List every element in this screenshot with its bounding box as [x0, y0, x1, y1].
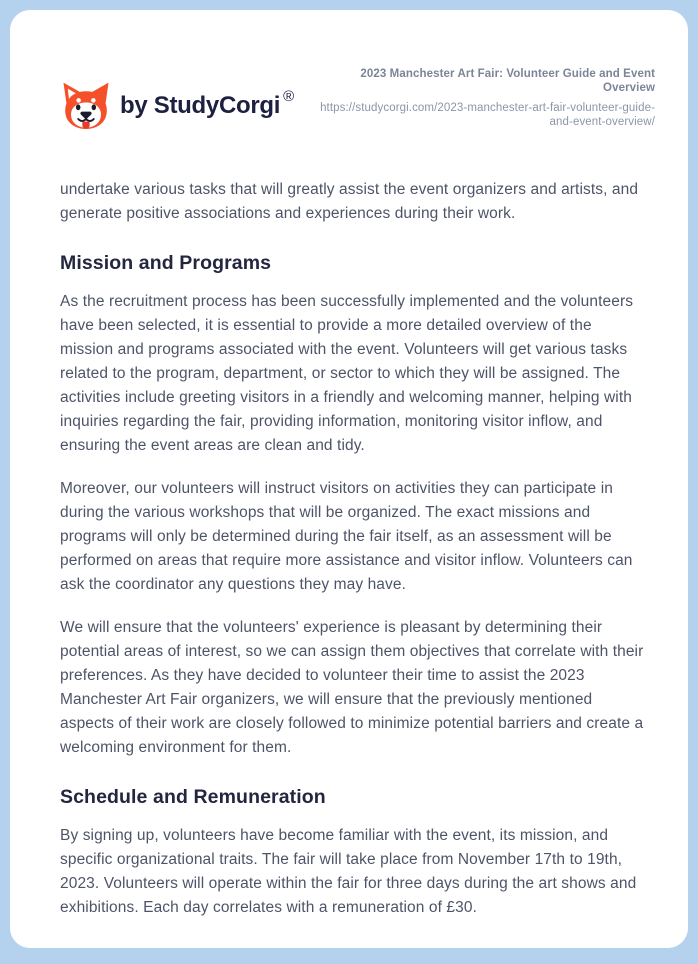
document-url[interactable]: https://studycorgi.com/2023-manchester-art-fair-volunteer-guide-and-event-overview/ — [320, 102, 655, 128]
section-heading-schedule: Schedule and Remuneration — [60, 786, 326, 808]
paragraph-mission-1: As the recruitment process has been successfully implemented and the volunteers have been selected, it is essential to provide a more detailed overview of the mission and programs associated with the event. Volunteers will get various tasks related to the program, department, or sector to which they will be assigned. The activities include greeting visitors in a friendly and welcoming manner, helping with inquiries regarding the fair, providing information, monitoring visitor inflow, and ensuring the event areas are clean and tidy. — [60, 293, 634, 454]
brand-name: by StudyCorgi — [120, 92, 281, 119]
registered-trademark-icon: ® — [283, 87, 295, 105]
intro-paragraph: undertake various tasks that will greatly assist the event organizers and artists, and generate positive associations and experiences during their work. — [60, 181, 639, 222]
document-card — [10, 10, 688, 948]
brand-logo — [60, 78, 294, 134]
document-meta — [319, 67, 655, 129]
paragraph-mission-3: We will ensure that the volunteers' experience is pleasant by determining their potential areas of interest, so we can assign them objectives that correlate with their preferences. As they have decided to volunteer their time to assist the 2023 Manchester Art Fair organizers, we will ensure that the previously mentioned aspects of their work are closely followed to minimize potential barriers and create a welcoming environment for them. — [60, 619, 644, 756]
paragraph-schedule-1: By signing up, volunteers have become familiar with the event, its mission, and specific organizational traits. The fair will take place from November 17th to 19th, 2023. Volunteers will operate within the fair for three days during the art shows and exhibitions. Each day correlates with a remuneration of £30. — [60, 827, 637, 916]
paragraph-mission-2: Moreover, our volunteers will instruct visitors on activities they can participate in during the various workshops that will be organized. The exact missions and programs will only be determined during the fair itself, as an assessment will be performed on areas that require more assistance and visitor inflow. Volunteers can ask the coordinator any questions they may have. — [60, 480, 633, 593]
document-title: 2023 Manchester Art Fair: Volunteer Guide and Event Overview — [360, 68, 655, 94]
article-content — [10, 134, 688, 920]
corgi-logo-icon — [60, 78, 112, 134]
header — [10, 10, 688, 134]
section-heading-mission: Mission and Programs — [60, 252, 272, 274]
